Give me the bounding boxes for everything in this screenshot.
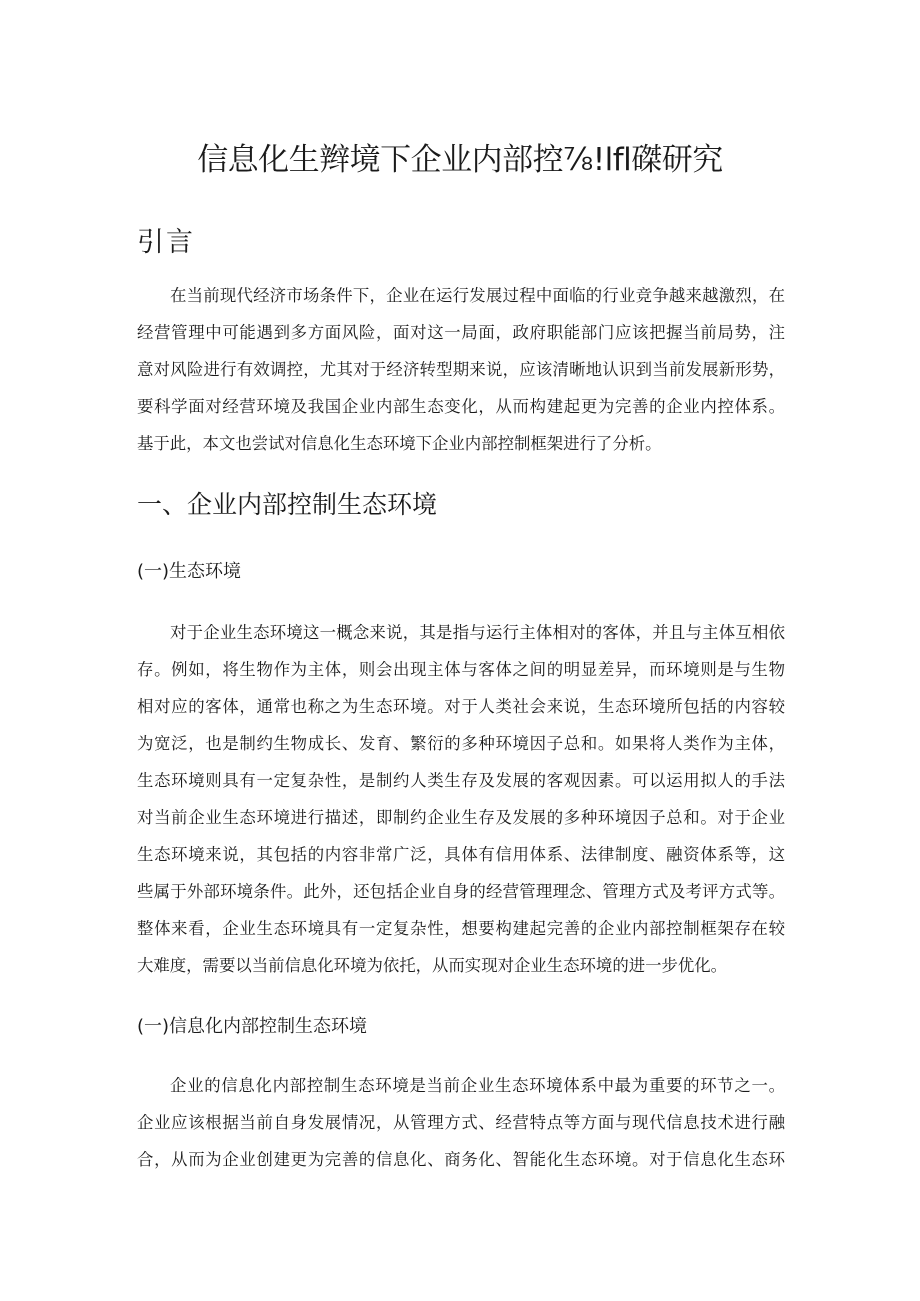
- paragraph-line: 生态环境来说，其包括的内容非常广泛，具体有信用体系、法律制度、融资体系等，这: [137, 845, 785, 864]
- subsection-paragraph: [137, 614, 785, 984]
- paragraph-line: 要科学面对经营环境及我国企业内部生态变化，从而构建起更为完善的企业内控体系。: [137, 397, 785, 416]
- paragraph-line: 为宽泛，也是制约生物成长、发育、繁衍的多种环境因子总和。如果将人类作为主体，: [137, 734, 785, 753]
- paragraph-line: 意对风险进行有效调控，尤其对于经济转型期来说，应该清晰地认识到当前发展新形势，: [137, 360, 785, 379]
- document-title: 信息化生辫境下企业内部控⅞!lfl磔研究: [197, 142, 723, 178]
- paragraph-line: 合，从而为企业创建更为完善的信息化、商务化、智能化生态环境。对于信息化生态环: [137, 1150, 785, 1169]
- subsection-paragraph: [137, 1067, 785, 1178]
- paragraph-line: 企业的信息化内部控制生态环境是当前企业生态环境体系中最为重要的环节之一。: [170, 1076, 785, 1095]
- paragraph-line: 存。例如，将生物作为主体，则会出现主体与客体之间的明显差异，而环境则是与生物: [137, 660, 785, 679]
- paragraph-line: 企业应该根据当前自身发展情况，从管理方式、经营特点等方面与现代信息技术进行融: [137, 1113, 785, 1132]
- intro-heading: 引言: [137, 227, 195, 258]
- paragraph-line: 基于此，本文也尝试对信息化生态环境下企业内部控制框架进行了分析。: [137, 434, 662, 453]
- paragraph-line: 生态环境则具有一定复杂性，是制约人类生存及发展的客观因素。可以运用拟人的手法: [137, 771, 785, 790]
- paragraph-line: 对当前企业生态环境进行描述，即制约企业生存及发展的多种环境因子总和。对于企业: [137, 808, 785, 827]
- section-heading: 一、企业内部控制生态环境: [137, 490, 438, 519]
- intro-paragraph: [137, 277, 785, 462]
- subsection-heading: (一)生态环境: [137, 561, 242, 582]
- paragraph-line: 对于企业生态环境这一概念来说，其是指与运行主体相对的客体，并且与主体互相依: [170, 623, 785, 642]
- subsection-heading: (一)信息化内部控制生态环境: [137, 1016, 368, 1037]
- paragraph-line: 相对应的客体，通常也称之为生态环境。对于人类社会来说，生态环境所包括的内容较: [137, 697, 785, 716]
- paragraph-line: 整体来看，企业生态环境具有一定复杂性，想要构建起完善的企业内部控制框架存在较: [137, 919, 785, 938]
- paragraph-line: 经营管理中可能遇到多方面风险，面对这一局面，政府职能部门应该把握当前局势，注: [137, 323, 785, 342]
- paragraph-line: 大难度，需要以当前信息化环境为依托，从而实现对企业生态环境的进一步优化。: [137, 956, 728, 975]
- paragraph-line: 在当前现代经济市场条件下，企业在运行发展过程中面临的行业竞争越来越激烈，在: [170, 286, 785, 305]
- paragraph-line: 些属于外部环境条件。此外，还包括企业自身的经营管理理念、管理方式及考评方式等。: [137, 882, 785, 901]
